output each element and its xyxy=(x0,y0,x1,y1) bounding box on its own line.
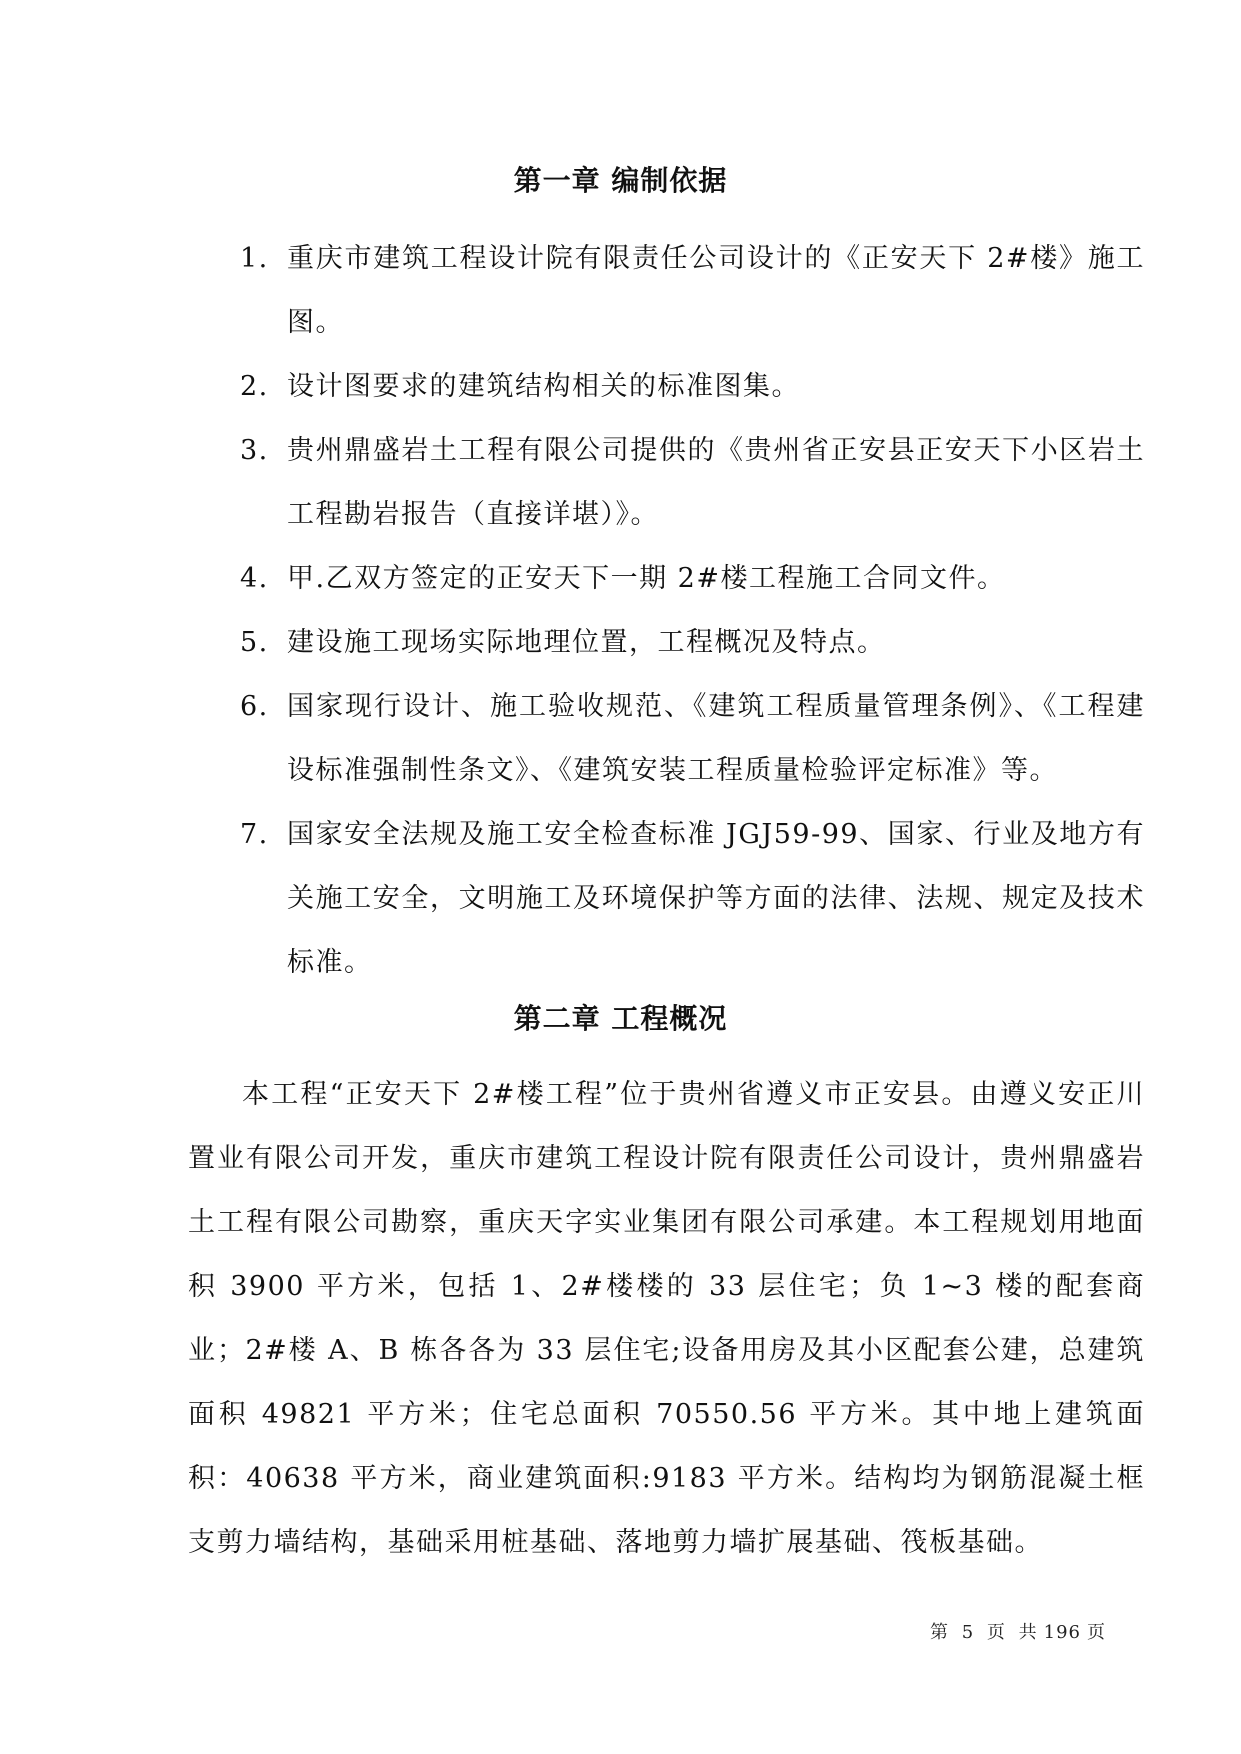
page-footer xyxy=(930,1621,1112,1645)
list-item-text: 重庆市建筑工程设计院有限责任公司设计的《正安天下 2#楼》施工图。 xyxy=(287,243,1145,338)
total-suffix: 页 xyxy=(1087,1622,1107,1643)
page-prefix: 第 xyxy=(930,1622,949,1643)
list-item-number: 6. xyxy=(240,691,269,722)
list-item xyxy=(0,419,1145,547)
page-number: 5 xyxy=(961,1622,975,1643)
chapter-1-title: 第一章 编制依据 xyxy=(513,164,728,197)
list-item-number: 7. xyxy=(240,819,269,850)
list-item xyxy=(0,803,1145,995)
list-item xyxy=(0,355,1145,419)
basis-list xyxy=(0,227,1241,995)
list-item-text: 甲.乙双方签定的正安天下一期 2#楼工程施工合同文件。 xyxy=(287,563,1006,594)
project-overview-paragraph: 本工程“正安天下 2#楼工程”位于贵州省遵义市正安县。由遵义安正川置业有限公司开发，重庆市建筑工程设计院有限责任公司设计，贵州鼎盛岩土工程有限公司勘察，重庆天字实业集团有限公司承建。本工程规划用地面积 3900 平方米，包括 1、2#楼楼的 33 层住宅；负 1~3 楼的配套商业；2#楼 A、B 栋各各为 33 层住宅;设备用房及其小区配套公建，总建筑面积 49821 平方米；住宅总面积 70550.56 平方米。其中地上建筑面积：40638 平方米，商业建筑面积:9183 平方米。结构均为钢筋混凝土框支剪力墙结构，基础采用桩基础、落地剪力墙扩展基础、筏板基础。 xyxy=(188,1079,1145,1558)
total-prefix: 共 xyxy=(1018,1622,1038,1643)
list-item-number: 1. xyxy=(240,243,269,274)
chapter-2-title: 第二章 工程概况 xyxy=(513,1002,728,1035)
list-item-number: 2. xyxy=(240,371,269,402)
list-item-number: 5. xyxy=(240,627,269,658)
page-suffix: 页 xyxy=(986,1622,1006,1643)
list-item xyxy=(0,675,1145,803)
list-item xyxy=(0,227,1145,355)
list-item-text: 建设施工现场实际地理位置，工程概况及特点。 xyxy=(287,627,886,658)
list-item-number: 4. xyxy=(240,563,269,594)
total-pages: 196 xyxy=(1043,1622,1082,1643)
list-item-text: 设计图要求的建筑结构相关的标准图集。 xyxy=(287,371,800,402)
list-item-text: 国家安全法规及施工安全检查标准 JGJ59-99、国家、行业及地方有关施工安全，文明施工及环境保护等方面的法律、法规、规定及技术标准。 xyxy=(287,819,1145,978)
list-item-text: 国家现行设计、施工验收规范、《建筑工程质量管理条例》、《工程建设标准强制性条文》、《建筑安装工程质量检验评定标准》等。 xyxy=(287,691,1145,786)
list-item xyxy=(0,547,1145,611)
list-item xyxy=(0,611,1145,675)
list-item-number: 3. xyxy=(240,435,269,466)
list-item-text: 贵州鼎盛岩土工程有限公司提供的《贵州省正安县正安天下小区岩土工程勘岩报告（直接详堪）》。 xyxy=(287,435,1145,530)
